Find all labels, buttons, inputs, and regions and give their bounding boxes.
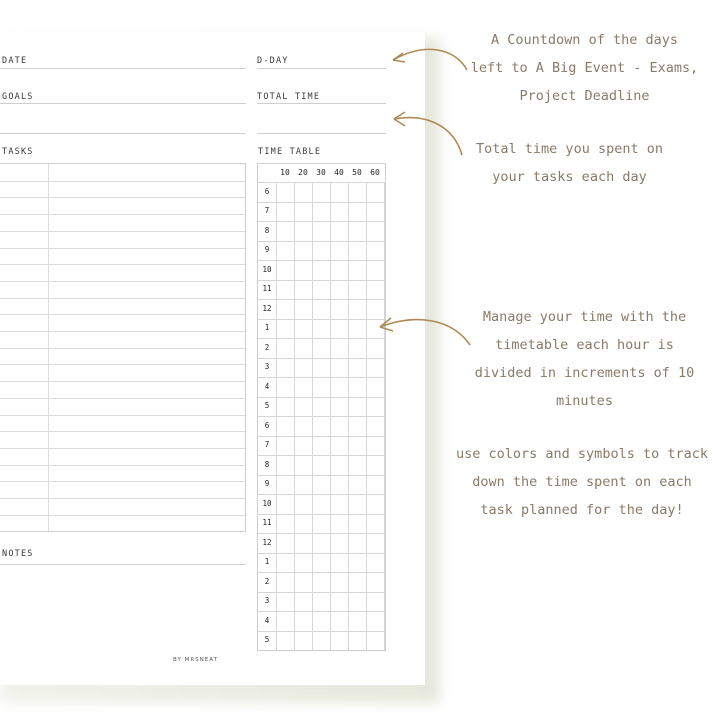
minute-header: 10 — [280, 168, 290, 177]
annotation-line: your tasks each day — [492, 169, 647, 185]
total-time-label: TOTAL TIME — [257, 92, 321, 102]
annotation-line: Project Deadline — [519, 88, 650, 104]
grid-row-line — [258, 475, 385, 476]
grid-row-line — [258, 416, 385, 417]
grid-row-line — [258, 338, 385, 339]
timetable-grid[interactable] — [257, 163, 386, 651]
date-label: DATE — [2, 56, 28, 66]
task-row-divider — [0, 515, 245, 516]
dday-label: D-DAY — [257, 56, 289, 66]
hour-label: 8 — [264, 225, 270, 235]
minute-header: 60 — [370, 168, 380, 177]
task-row-divider — [0, 481, 245, 482]
hour-label: 6 — [264, 186, 270, 196]
grid-row-line — [258, 553, 385, 554]
notes-label: NOTES — [2, 549, 34, 559]
curved-arrow-icon — [388, 105, 468, 160]
hour-label: 10 — [262, 498, 272, 508]
task-row-divider — [0, 181, 245, 182]
task-row-divider — [0, 197, 245, 198]
task-row-divider — [0, 448, 245, 449]
brand-mark: BY MRSNEAT — [173, 657, 218, 663]
hour-label: 7 — [264, 440, 270, 450]
task-row-divider — [0, 248, 245, 249]
hour-label: 4 — [264, 615, 270, 625]
hour-label: 1 — [264, 557, 270, 567]
grid-row-line — [258, 241, 385, 242]
task-row-divider — [0, 381, 245, 382]
hour-label: 2 — [264, 576, 270, 586]
grid-row-line — [258, 455, 385, 456]
timetable-label: TIME TABLE — [258, 147, 322, 157]
date-field[interactable] — [0, 68, 246, 69]
annotation-line: left to A Big Event - Exams, — [470, 60, 699, 76]
task-row-divider — [0, 364, 245, 365]
tasks-label: TASKS — [2, 147, 34, 157]
grid-row-line — [258, 494, 385, 495]
grid-row-line — [258, 533, 385, 534]
task-row-divider — [0, 281, 245, 282]
task-row-divider — [0, 231, 245, 232]
grid-row-line — [258, 572, 385, 573]
goals-field-2[interactable] — [0, 133, 246, 134]
annotation-line: A Countdown of the days — [491, 32, 678, 48]
hour-label: 3 — [264, 596, 270, 606]
task-row-divider — [0, 314, 245, 315]
grid-row-line — [258, 182, 385, 183]
minute-header: 40 — [334, 168, 344, 177]
grid-row-line — [258, 280, 385, 281]
annotation-line: timetable each hour is — [495, 337, 674, 353]
hour-label: 8 — [264, 459, 270, 469]
curved-arrow-icon — [372, 305, 477, 350]
notes-field[interactable] — [0, 564, 246, 565]
task-row-divider — [0, 415, 245, 416]
grid-row-line — [258, 221, 385, 222]
hour-label: 1 — [264, 323, 270, 333]
manage-annotation — [462, 303, 707, 415]
grid-row-line — [258, 514, 385, 515]
annotation-line: minutes — [556, 393, 613, 409]
hour-label: 2 — [264, 342, 270, 352]
hour-label: 6 — [264, 420, 270, 430]
annotation-line: Manage your time with the — [482, 309, 687, 325]
curved-arrow-icon — [385, 40, 475, 80]
hour-label: 7 — [264, 206, 270, 216]
colors-annotation — [452, 440, 712, 524]
hour-label: 11 — [262, 284, 272, 294]
grid-row-line — [258, 260, 385, 261]
minute-header: 50 — [352, 168, 362, 177]
hour-label: 9 — [264, 479, 270, 489]
total-time-field-1[interactable] — [257, 103, 386, 104]
grid-row-line — [258, 299, 385, 300]
task-row-divider — [0, 465, 245, 466]
annotation-line: task planned for the day! — [480, 502, 684, 518]
grid-row-line — [258, 436, 385, 437]
hour-label: 12 — [262, 537, 272, 547]
total-time-field-2[interactable] — [257, 133, 386, 134]
grid-row-line — [258, 377, 385, 378]
hour-label: 9 — [264, 245, 270, 255]
grid-row-line — [258, 202, 385, 203]
grid-row-line — [258, 592, 385, 593]
annotation-line: Total time you spent on — [476, 141, 663, 157]
task-row-divider — [0, 298, 245, 299]
minute-header: 30 — [316, 168, 326, 177]
hour-label: 11 — [262, 518, 272, 528]
hour-label: 4 — [264, 381, 270, 391]
grid-row-line — [258, 397, 385, 398]
annotation-line: divided in increments of 10 — [474, 365, 695, 381]
task-row-divider — [0, 331, 245, 332]
annotation-line: use colors and symbols to track — [456, 446, 708, 462]
goals-label: GOALS — [2, 92, 34, 102]
task-row-divider — [0, 214, 245, 215]
grid-row-line — [258, 611, 385, 612]
hour-label: 10 — [262, 264, 272, 274]
goals-field-1[interactable] — [0, 103, 246, 104]
grid-row-line — [258, 358, 385, 359]
task-row-divider — [0, 398, 245, 399]
annotation-line: down the time spent on each — [472, 474, 692, 490]
task-row-divider — [0, 498, 245, 499]
task-row-divider — [0, 264, 245, 265]
dday-field[interactable] — [257, 68, 386, 69]
tasks-table[interactable] — [0, 163, 246, 532]
hour-label: 12 — [262, 303, 272, 313]
task-row-divider — [0, 348, 245, 349]
countdown-annotation — [462, 26, 707, 110]
hour-label: 5 — [264, 401, 270, 411]
grid-row-line — [258, 319, 385, 320]
task-row-divider — [0, 431, 245, 432]
hour-label: 5 — [264, 635, 270, 645]
minute-header: 20 — [298, 168, 308, 177]
total-time-annotation — [447, 135, 692, 191]
hour-label: 3 — [264, 362, 270, 372]
grid-row-line — [258, 631, 385, 632]
